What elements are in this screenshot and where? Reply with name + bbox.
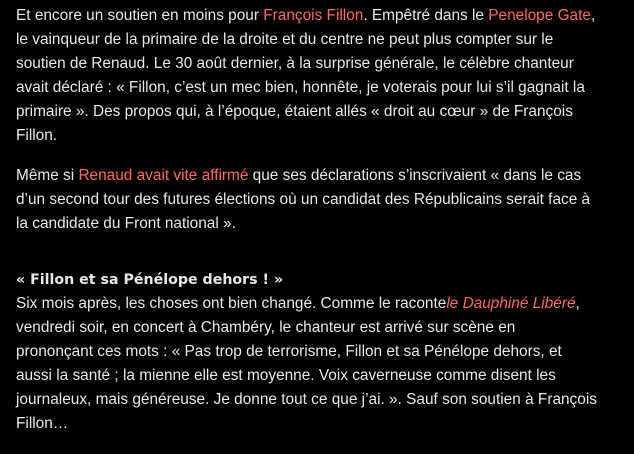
text-segment: . Empêtré dans le [363, 7, 489, 24]
text-line: journaleux, mais généreuse. Je donne tout ce que j’ai. ». Sauf son soutien à François [16, 391, 597, 408]
paragraph-concert [16, 292, 622, 436]
text-line: Fillon… [16, 415, 69, 432]
text-segment: Et encore un soutien en moins pour [16, 7, 264, 24]
text-line: d’un second tour des futures élections où un candidat des Républicains serait face à [16, 191, 591, 208]
text-line [16, 292, 622, 316]
link-penelope-gate[interactable]: Penelope Gate [488, 7, 591, 24]
section-heading: « Fillon et sa Pénélope dehors ! » [16, 272, 284, 288]
text-line: vendredi soir, en concert à Chambéry, le chanteur est arrivé sur scène en [16, 319, 516, 336]
text-segment: Six mois après, les choses ont bien changé. Comme le raconte [16, 295, 447, 312]
text-line: soutien de Renaud. Le 30 août dernier, à la surprise générale, le célèbre chanteur [16, 55, 574, 72]
text-segment: , [590, 7, 596, 24]
text-line: Fillon. [16, 127, 58, 144]
link-francois-fillon[interactable]: François Fillon [263, 7, 364, 24]
text-segment: Même si [16, 167, 79, 184]
text-line: primaire ». Des propos qui, à l’époque, étaient allés « droit au cœur » de François [16, 103, 573, 120]
text-line [16, 4, 622, 28]
text-line [16, 164, 622, 188]
paragraph-renaud-statement [16, 164, 622, 236]
text-line: avait déclaré : « Fillon, c’est un mec bien, honnête, je voterais pour lui s’il gagnait la [16, 79, 585, 96]
paragraph-intro [16, 4, 622, 148]
text-segment: , [575, 295, 580, 312]
text-line: aussi la santé ; la mienne elle est moyenne. Voix caverneuse comme disent les [16, 367, 556, 384]
link-renaud-avait-vite-affirme[interactable]: Renaud avait vite affirmé [78, 167, 249, 184]
text-line: la candidate du Front national ». [16, 215, 236, 232]
text-line: prononçant ces mots : « Pas trop de terrorisme, Fillon et sa Pénélope dehors, et [16, 343, 562, 360]
link-le-dauphine-libere[interactable]: le Dauphiné Libéré [446, 295, 576, 312]
text-segment: que ses déclarations s’inscrivaient « dans le cas [248, 167, 582, 184]
text-line: le vainqueur de la primaire de la droite et du centre ne peut plus compter sur le [16, 31, 554, 48]
